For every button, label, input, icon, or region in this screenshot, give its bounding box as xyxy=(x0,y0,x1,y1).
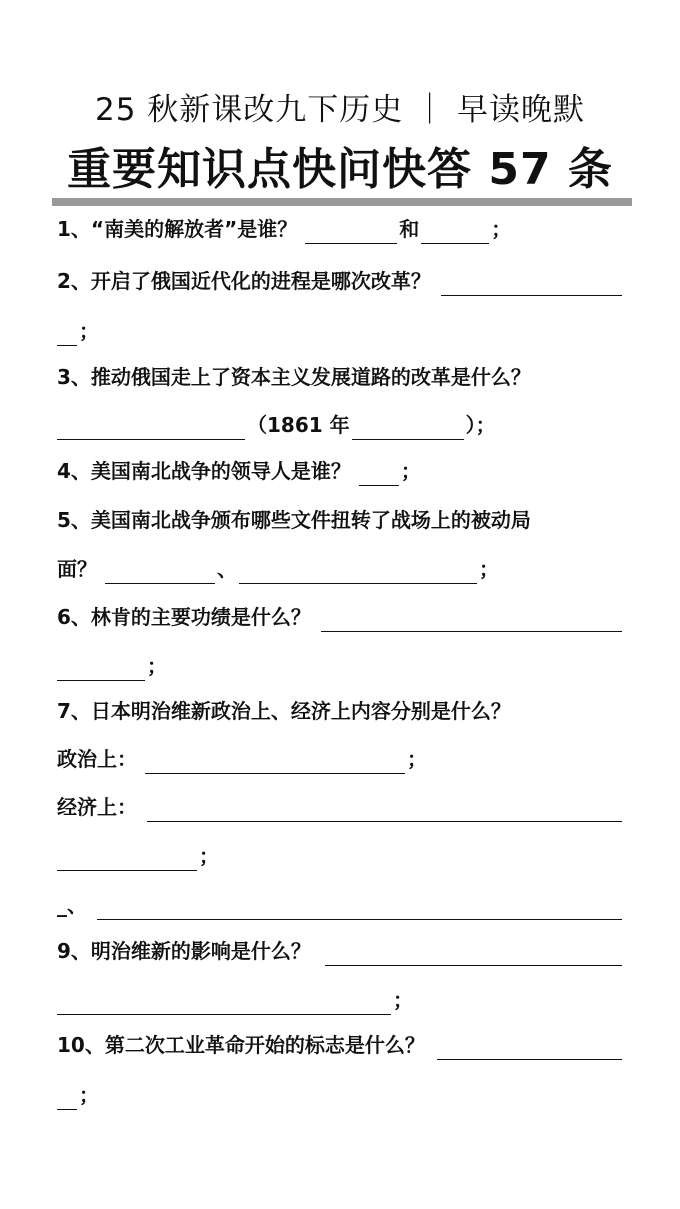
end-punct: ； xyxy=(79,319,99,343)
end-punct: ； xyxy=(199,844,219,868)
answer-blank[interactable] xyxy=(105,561,215,584)
title-line-1: 25 秋新课改九下历史 ｜ 早读晚默 xyxy=(94,92,585,128)
title-line-2: 重要知识点快问快答 57 条 xyxy=(67,144,613,195)
end-punct: ； xyxy=(407,747,427,771)
separator: 、 xyxy=(217,557,237,581)
answer-blank[interactable] xyxy=(57,417,245,440)
question-text: 林肯的主要功绩是什么？ xyxy=(90,605,311,629)
question-5 xyxy=(57,505,624,535)
question-6-cont xyxy=(57,651,624,681)
answer-blank[interactable] xyxy=(359,463,399,486)
answer-blank[interactable] xyxy=(147,799,622,822)
paren-close: ）； xyxy=(465,413,496,437)
question-number: 7、 xyxy=(57,699,91,723)
partial-text: _、 xyxy=(57,893,87,917)
question-7-economy-cont xyxy=(57,841,624,871)
question-text: 第二次工业革命开始的标志是什么？ xyxy=(104,1033,425,1057)
economy-label: 经济上： xyxy=(57,795,137,819)
question-3 xyxy=(57,362,624,392)
answer-blank[interactable] xyxy=(57,658,145,681)
question-2 xyxy=(57,266,624,296)
question-text: 推动俄国走上了资本主义发展道路的改革是什么？ xyxy=(90,365,531,389)
end-punct: ； xyxy=(479,557,499,581)
question-4 xyxy=(57,456,624,486)
question-6 xyxy=(57,602,624,632)
joiner-text: 和 xyxy=(399,217,420,241)
question-text: “南美的解放者”是谁？ xyxy=(90,217,298,241)
question-number: 4、 xyxy=(57,459,91,483)
question-9 xyxy=(57,936,624,966)
answer-blank[interactable] xyxy=(441,273,622,296)
question-number: 3、 xyxy=(57,365,91,389)
question-text-cont: 面？ xyxy=(57,557,97,581)
answer-blank[interactable] xyxy=(321,609,622,632)
question-5-cont xyxy=(57,554,624,584)
question-2-cont xyxy=(57,316,624,346)
answer-blank[interactable] xyxy=(57,848,197,871)
question-text: 日本明治维新政治上、经济上内容分别是什么？ xyxy=(90,699,511,723)
answer-blank[interactable] xyxy=(325,943,622,966)
answer-blank[interactable] xyxy=(421,221,489,244)
question-number: 5、 xyxy=(57,508,91,532)
end-punct: ； xyxy=(491,217,512,241)
header-divider xyxy=(52,198,632,206)
question-number: 10、 xyxy=(57,1033,105,1057)
answer-blank[interactable] xyxy=(97,897,622,920)
question-7-politics xyxy=(57,744,624,774)
paren-open: （1861 年 xyxy=(247,413,350,437)
answer-blank[interactable] xyxy=(352,417,464,440)
answer-blank[interactable] xyxy=(437,1037,622,1060)
question-8-partial xyxy=(57,890,624,920)
end-punct: ； xyxy=(400,459,421,483)
question-number: 2、 xyxy=(57,269,91,293)
question-number: 9、 xyxy=(57,939,91,963)
answer-blank[interactable] xyxy=(145,751,405,774)
politics-label: 政治上： xyxy=(57,747,137,771)
question-number: 6、 xyxy=(57,605,91,629)
answer-blank[interactable] xyxy=(57,992,391,1015)
question-7 xyxy=(57,696,624,726)
answer-blank[interactable] xyxy=(57,1087,77,1110)
question-text: 明治维新的影响是什么？ xyxy=(90,939,311,963)
question-10 xyxy=(57,1030,624,1060)
question-10-cont xyxy=(57,1080,624,1110)
end-punct: ； xyxy=(147,654,167,678)
end-punct: ； xyxy=(79,1083,99,1107)
answer-blank[interactable] xyxy=(305,221,397,244)
question-number: 1、 xyxy=(57,217,91,241)
question-9-cont xyxy=(57,985,624,1015)
question-1 xyxy=(57,214,624,244)
answer-blank[interactable] xyxy=(239,561,477,584)
answer-blank[interactable] xyxy=(57,323,77,346)
question-text: 开启了俄国近代化的进程是哪次改革？ xyxy=(90,269,431,293)
question-7-economy xyxy=(57,792,624,822)
question-text: 美国南北战争的领导人是谁？ xyxy=(90,459,351,483)
question-text: 美国南北战争颁布哪些文件扭转了战场上的被动局 xyxy=(90,508,531,532)
question-3-cont xyxy=(57,410,624,440)
end-punct: ； xyxy=(393,988,413,1012)
